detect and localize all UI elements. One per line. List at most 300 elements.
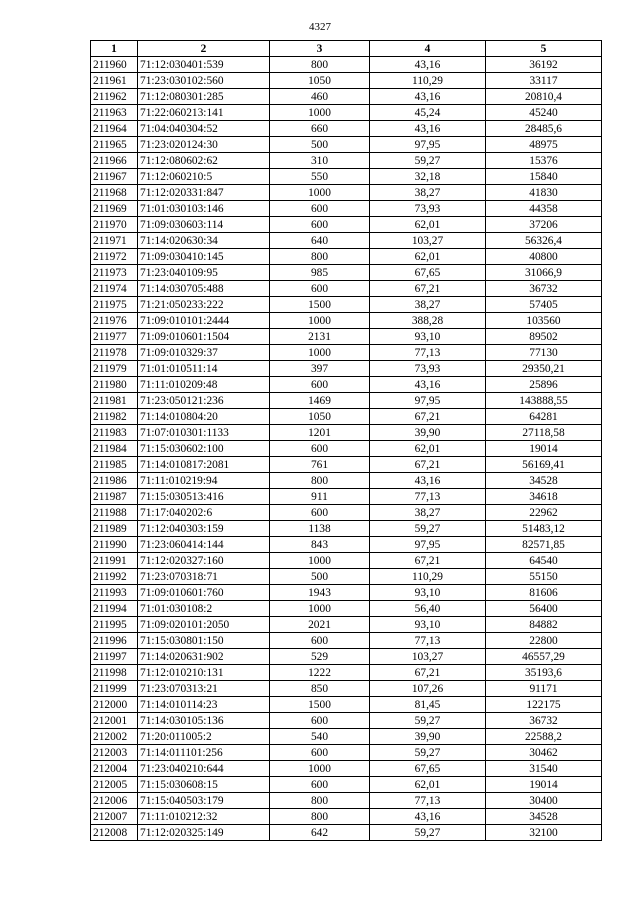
total-value: 30462 <box>486 745 602 761</box>
rate-value: 388,28 <box>370 313 486 329</box>
area-value: 600 <box>270 633 370 649</box>
row-number: 211990 <box>91 537 138 553</box>
total-value: 30400 <box>486 793 602 809</box>
area-value: 397 <box>270 361 370 377</box>
table-row <box>91 441 602 457</box>
total-value: 34528 <box>486 809 602 825</box>
area-value: 310 <box>270 153 370 169</box>
total-value: 44358 <box>486 201 602 217</box>
area-value: 600 <box>270 745 370 761</box>
rate-value: 43,16 <box>370 57 486 73</box>
area-value: 843 <box>270 537 370 553</box>
table-row <box>91 201 602 217</box>
row-number: 211983 <box>91 425 138 441</box>
rate-value: 97,95 <box>370 537 486 553</box>
table-row <box>91 329 602 345</box>
table-row <box>91 89 602 105</box>
total-value: 25896 <box>486 377 602 393</box>
area-value: 1050 <box>270 73 370 89</box>
rate-value: 62,01 <box>370 441 486 457</box>
row-number: 211961 <box>91 73 138 89</box>
cadastral-number: 71:09:010601:1504 <box>138 329 270 345</box>
table-row <box>91 809 602 825</box>
rate-value: 39,90 <box>370 729 486 745</box>
area-value: 1000 <box>270 553 370 569</box>
rate-value: 59,27 <box>370 713 486 729</box>
cadastral-number: 71:23:050121:236 <box>138 393 270 409</box>
cadastral-number: 71:23:070318:71 <box>138 569 270 585</box>
rate-value: 77,13 <box>370 793 486 809</box>
area-value: 600 <box>270 201 370 217</box>
cadastral-number: 71:23:040210:644 <box>138 761 270 777</box>
rate-value: 45,24 <box>370 105 486 121</box>
table-row <box>91 169 602 185</box>
header-row <box>91 41 602 57</box>
cadastral-number: 71:12:040303:159 <box>138 521 270 537</box>
area-value: 2131 <box>270 329 370 345</box>
total-value: 103560 <box>486 313 602 329</box>
cadastral-number: 71:12:060210:5 <box>138 169 270 185</box>
area-value: 600 <box>270 281 370 297</box>
row-number: 211974 <box>91 281 138 297</box>
table-row <box>91 137 602 153</box>
row-number: 211966 <box>91 153 138 169</box>
rate-value: 59,27 <box>370 521 486 537</box>
rate-value: 77,13 <box>370 345 486 361</box>
table-row <box>91 345 602 361</box>
area-value: 460 <box>270 89 370 105</box>
table-row <box>91 569 602 585</box>
total-value: 46557,29 <box>486 649 602 665</box>
area-value: 1000 <box>270 345 370 361</box>
rate-value: 43,16 <box>370 377 486 393</box>
area-value: 660 <box>270 121 370 137</box>
total-value: 36192 <box>486 57 602 73</box>
column-header-2: 2 <box>138 41 270 57</box>
table-row <box>91 761 602 777</box>
area-value: 1000 <box>270 601 370 617</box>
table-row <box>91 777 602 793</box>
row-number: 211963 <box>91 105 138 121</box>
table-row <box>91 505 602 521</box>
rate-value: 107,26 <box>370 681 486 697</box>
total-value: 51483,12 <box>486 521 602 537</box>
rate-value: 110,29 <box>370 569 486 585</box>
table-row <box>91 617 602 633</box>
table-row <box>91 473 602 489</box>
row-number: 211964 <box>91 121 138 137</box>
total-value: 91171 <box>486 681 602 697</box>
total-value: 22800 <box>486 633 602 649</box>
total-value: 15840 <box>486 169 602 185</box>
table-row <box>91 745 602 761</box>
rate-value: 103,27 <box>370 233 486 249</box>
area-value: 1138 <box>270 521 370 537</box>
table-row <box>91 121 602 137</box>
rate-value: 43,16 <box>370 473 486 489</box>
area-value: 1469 <box>270 393 370 409</box>
cadastral-number: 71:21:050233:222 <box>138 297 270 313</box>
table-body <box>91 57 602 841</box>
table-row <box>91 585 602 601</box>
total-value: 19014 <box>486 777 602 793</box>
row-number: 212006 <box>91 793 138 809</box>
total-value: 56169,41 <box>486 457 602 473</box>
cadastral-number: 71:09:030603:114 <box>138 217 270 233</box>
table-header <box>91 41 602 57</box>
area-value: 1500 <box>270 297 370 313</box>
cadastral-number: 71:23:040109:95 <box>138 265 270 281</box>
row-number: 211981 <box>91 393 138 409</box>
row-number: 212001 <box>91 713 138 729</box>
area-value: 1000 <box>270 313 370 329</box>
total-value: 64281 <box>486 409 602 425</box>
total-value: 19014 <box>486 441 602 457</box>
total-value: 41830 <box>486 185 602 201</box>
rate-value: 62,01 <box>370 777 486 793</box>
rate-value: 93,10 <box>370 329 486 345</box>
table-row <box>91 537 602 553</box>
total-value: 37206 <box>486 217 602 233</box>
rate-value: 59,27 <box>370 825 486 841</box>
rate-value: 43,16 <box>370 121 486 137</box>
total-value: 56326,4 <box>486 233 602 249</box>
area-value: 1222 <box>270 665 370 681</box>
rate-value: 38,27 <box>370 185 486 201</box>
cadastral-number: 71:23:060414:144 <box>138 537 270 553</box>
row-number: 211987 <box>91 489 138 505</box>
total-value: 20810,4 <box>486 89 602 105</box>
row-number: 211994 <box>91 601 138 617</box>
row-number: 211986 <box>91 473 138 489</box>
table-row <box>91 281 602 297</box>
table-row <box>91 729 602 745</box>
area-value: 800 <box>270 57 370 73</box>
row-number: 211973 <box>91 265 138 281</box>
table-row <box>91 633 602 649</box>
total-value: 45240 <box>486 105 602 121</box>
area-value: 600 <box>270 217 370 233</box>
table-row <box>91 313 602 329</box>
rate-value: 97,95 <box>370 137 486 153</box>
row-number: 212005 <box>91 777 138 793</box>
row-number: 211991 <box>91 553 138 569</box>
cadastral-number: 71:14:010817:2081 <box>138 457 270 473</box>
area-value: 600 <box>270 713 370 729</box>
cadastral-number: 71:09:010601:760 <box>138 585 270 601</box>
cadastral-number: 71:23:020124:30 <box>138 137 270 153</box>
total-value: 143888,55 <box>486 393 602 409</box>
cadastral-number: 71:01:030103:146 <box>138 201 270 217</box>
table-row <box>91 249 602 265</box>
table-row <box>91 153 602 169</box>
total-value: 29350,21 <box>486 361 602 377</box>
total-value: 28485,6 <box>486 121 602 137</box>
total-value: 81606 <box>486 585 602 601</box>
cadastral-number: 71:17:040202:6 <box>138 505 270 521</box>
rate-value: 77,13 <box>370 633 486 649</box>
row-number: 212008 <box>91 825 138 841</box>
cadastral-number: 71:12:020325:149 <box>138 825 270 841</box>
table-row <box>91 233 602 249</box>
total-value: 48975 <box>486 137 602 153</box>
rate-value: 67,21 <box>370 409 486 425</box>
cadastral-number: 71:01:010511:14 <box>138 361 270 377</box>
total-value: 27118,58 <box>486 425 602 441</box>
table-row <box>91 265 602 281</box>
area-value: 800 <box>270 809 370 825</box>
rate-value: 59,27 <box>370 153 486 169</box>
row-number: 211965 <box>91 137 138 153</box>
row-number: 211992 <box>91 569 138 585</box>
rate-value: 81,45 <box>370 697 486 713</box>
total-value: 57405 <box>486 297 602 313</box>
table-row <box>91 217 602 233</box>
row-number: 211969 <box>91 201 138 217</box>
table-row <box>91 297 602 313</box>
row-number: 211996 <box>91 633 138 649</box>
total-value: 36732 <box>486 281 602 297</box>
table-row <box>91 489 602 505</box>
total-value: 40800 <box>486 249 602 265</box>
total-value: 89502 <box>486 329 602 345</box>
cadastral-number: 71:12:010210:131 <box>138 665 270 681</box>
cadastral-number: 71:15:030608:15 <box>138 777 270 793</box>
area-value: 529 <box>270 649 370 665</box>
row-number: 211962 <box>91 89 138 105</box>
cadastral-number: 71:12:030401:539 <box>138 57 270 73</box>
row-number: 211985 <box>91 457 138 473</box>
row-number: 211970 <box>91 217 138 233</box>
total-value: 84882 <box>486 617 602 633</box>
area-value: 1500 <box>270 697 370 713</box>
area-value: 761 <box>270 457 370 473</box>
cadastral-number: 71:11:010212:32 <box>138 809 270 825</box>
row-number: 211995 <box>91 617 138 633</box>
table-row <box>91 649 602 665</box>
row-number: 211968 <box>91 185 138 201</box>
area-value: 1000 <box>270 105 370 121</box>
table-row <box>91 713 602 729</box>
total-value: 31540 <box>486 761 602 777</box>
column-header-3: 3 <box>270 41 370 57</box>
cadastral-number: 71:14:020630:34 <box>138 233 270 249</box>
cadastral-number: 71:15:030801:150 <box>138 633 270 649</box>
table-row <box>91 425 602 441</box>
table-row <box>91 553 602 569</box>
cadastral-number: 71:14:010114:23 <box>138 697 270 713</box>
rate-value: 62,01 <box>370 249 486 265</box>
area-value: 911 <box>270 489 370 505</box>
table-row <box>91 825 602 841</box>
row-number: 211989 <box>91 521 138 537</box>
cadastral-number: 71:14:030105:136 <box>138 713 270 729</box>
table-row <box>91 665 602 681</box>
cadastral-number: 71:14:030705:488 <box>138 281 270 297</box>
cadastral-number: 71:09:010329:37 <box>138 345 270 361</box>
table-row <box>91 361 602 377</box>
row-number: 211980 <box>91 377 138 393</box>
cadastral-number: 71:15:040503:179 <box>138 793 270 809</box>
total-value: 77130 <box>486 345 602 361</box>
total-value: 34528 <box>486 473 602 489</box>
cadastral-number: 71:15:030513:416 <box>138 489 270 505</box>
rate-value: 103,27 <box>370 649 486 665</box>
row-number: 211978 <box>91 345 138 361</box>
cadastral-number: 71:14:010804:20 <box>138 409 270 425</box>
table-row <box>91 601 602 617</box>
rate-value: 67,21 <box>370 457 486 473</box>
row-number: 212000 <box>91 697 138 713</box>
cadastral-number: 71:09:010101:2444 <box>138 313 270 329</box>
rate-value: 62,01 <box>370 217 486 233</box>
area-value: 2021 <box>270 617 370 633</box>
table-row <box>91 697 602 713</box>
area-value: 600 <box>270 505 370 521</box>
rate-value: 38,27 <box>370 297 486 313</box>
total-value: 56400 <box>486 601 602 617</box>
cadastral-number: 71:01:030108:2 <box>138 601 270 617</box>
area-value: 500 <box>270 569 370 585</box>
row-number: 211977 <box>91 329 138 345</box>
rate-value: 67,21 <box>370 665 486 681</box>
row-number: 211975 <box>91 297 138 313</box>
cadastral-number: 71:04:040304:52 <box>138 121 270 137</box>
area-value: 1000 <box>270 185 370 201</box>
area-value: 540 <box>270 729 370 745</box>
table-row <box>91 521 602 537</box>
cadastral-number: 71:07:010301:1133 <box>138 425 270 441</box>
table-row <box>91 57 602 73</box>
total-value: 22962 <box>486 505 602 521</box>
registry-table <box>90 40 602 841</box>
row-number: 211982 <box>91 409 138 425</box>
row-number: 212004 <box>91 761 138 777</box>
rate-value: 43,16 <box>370 809 486 825</box>
total-value: 22588,2 <box>486 729 602 745</box>
total-value: 31066,9 <box>486 265 602 281</box>
area-value: 500 <box>270 137 370 153</box>
rate-value: 77,13 <box>370 489 486 505</box>
total-value: 82571,85 <box>486 537 602 553</box>
area-value: 640 <box>270 233 370 249</box>
total-value: 33117 <box>486 73 602 89</box>
column-header-4: 4 <box>370 41 486 57</box>
rate-value: 32,18 <box>370 169 486 185</box>
cadastral-number: 71:12:020327:160 <box>138 553 270 569</box>
area-value: 985 <box>270 265 370 281</box>
cadastral-number: 71:23:030102:560 <box>138 73 270 89</box>
row-number: 211979 <box>91 361 138 377</box>
row-number: 212007 <box>91 809 138 825</box>
row-number: 211960 <box>91 57 138 73</box>
rate-value: 73,93 <box>370 201 486 217</box>
area-value: 850 <box>270 681 370 697</box>
table-row <box>91 105 602 121</box>
area-value: 1943 <box>270 585 370 601</box>
row-number: 211984 <box>91 441 138 457</box>
rate-value: 39,90 <box>370 425 486 441</box>
cadastral-number: 71:11:010219:94 <box>138 473 270 489</box>
total-value: 15376 <box>486 153 602 169</box>
total-value: 36732 <box>486 713 602 729</box>
table-row <box>91 393 602 409</box>
cadastral-number: 71:12:080602:62 <box>138 153 270 169</box>
cadastral-number: 71:12:020331:847 <box>138 185 270 201</box>
row-number: 211988 <box>91 505 138 521</box>
row-number: 211971 <box>91 233 138 249</box>
rate-value: 93,10 <box>370 585 486 601</box>
rate-value: 43,16 <box>370 89 486 105</box>
area-value: 1050 <box>270 409 370 425</box>
area-value: 600 <box>270 777 370 793</box>
table-row <box>91 793 602 809</box>
rate-value: 67,21 <box>370 553 486 569</box>
rate-value: 67,65 <box>370 761 486 777</box>
table-row <box>91 409 602 425</box>
rate-value: 59,27 <box>370 745 486 761</box>
row-number: 211967 <box>91 169 138 185</box>
row-number: 211993 <box>91 585 138 601</box>
rate-value: 67,21 <box>370 281 486 297</box>
page-number: 4327 <box>309 21 331 33</box>
total-value: 34618 <box>486 489 602 505</box>
area-value: 600 <box>270 441 370 457</box>
area-value: 800 <box>270 473 370 489</box>
cadastral-number: 71:15:030602:100 <box>138 441 270 457</box>
cadastral-number: 71:14:011101:256 <box>138 745 270 761</box>
rate-value: 93,10 <box>370 617 486 633</box>
area-value: 1000 <box>270 761 370 777</box>
area-value: 1201 <box>270 425 370 441</box>
table-row <box>91 73 602 89</box>
row-number: 211999 <box>91 681 138 697</box>
area-value: 800 <box>270 249 370 265</box>
total-value: 122175 <box>486 697 602 713</box>
cadastral-number: 71:20:011005:2 <box>138 729 270 745</box>
total-value: 64540 <box>486 553 602 569</box>
column-header-1: 1 <box>91 41 138 57</box>
rate-value: 56,40 <box>370 601 486 617</box>
table-row <box>91 185 602 201</box>
area-value: 800 <box>270 793 370 809</box>
total-value: 55150 <box>486 569 602 585</box>
column-header-5: 5 <box>486 41 602 57</box>
rate-value: 38,27 <box>370 505 486 521</box>
cadastral-number: 71:22:060213:141 <box>138 105 270 121</box>
rate-value: 73,93 <box>370 361 486 377</box>
cadastral-number: 71:23:070313:21 <box>138 681 270 697</box>
row-number: 212002 <box>91 729 138 745</box>
cadastral-number: 71:14:020631:902 <box>138 649 270 665</box>
rate-value: 97,95 <box>370 393 486 409</box>
cadastral-number: 71:11:010209:48 <box>138 377 270 393</box>
row-number: 211972 <box>91 249 138 265</box>
area-value: 600 <box>270 377 370 393</box>
cadastral-number: 71:12:080301:285 <box>138 89 270 105</box>
row-number: 212003 <box>91 745 138 761</box>
rate-value: 110,29 <box>370 73 486 89</box>
cadastral-number: 71:09:030410:145 <box>138 249 270 265</box>
row-number: 211998 <box>91 665 138 681</box>
area-value: 550 <box>270 169 370 185</box>
table-row <box>91 377 602 393</box>
total-value: 32100 <box>486 825 602 841</box>
row-number: 211976 <box>91 313 138 329</box>
total-value: 35193,6 <box>486 665 602 681</box>
rate-value: 67,65 <box>370 265 486 281</box>
row-number: 211997 <box>91 649 138 665</box>
